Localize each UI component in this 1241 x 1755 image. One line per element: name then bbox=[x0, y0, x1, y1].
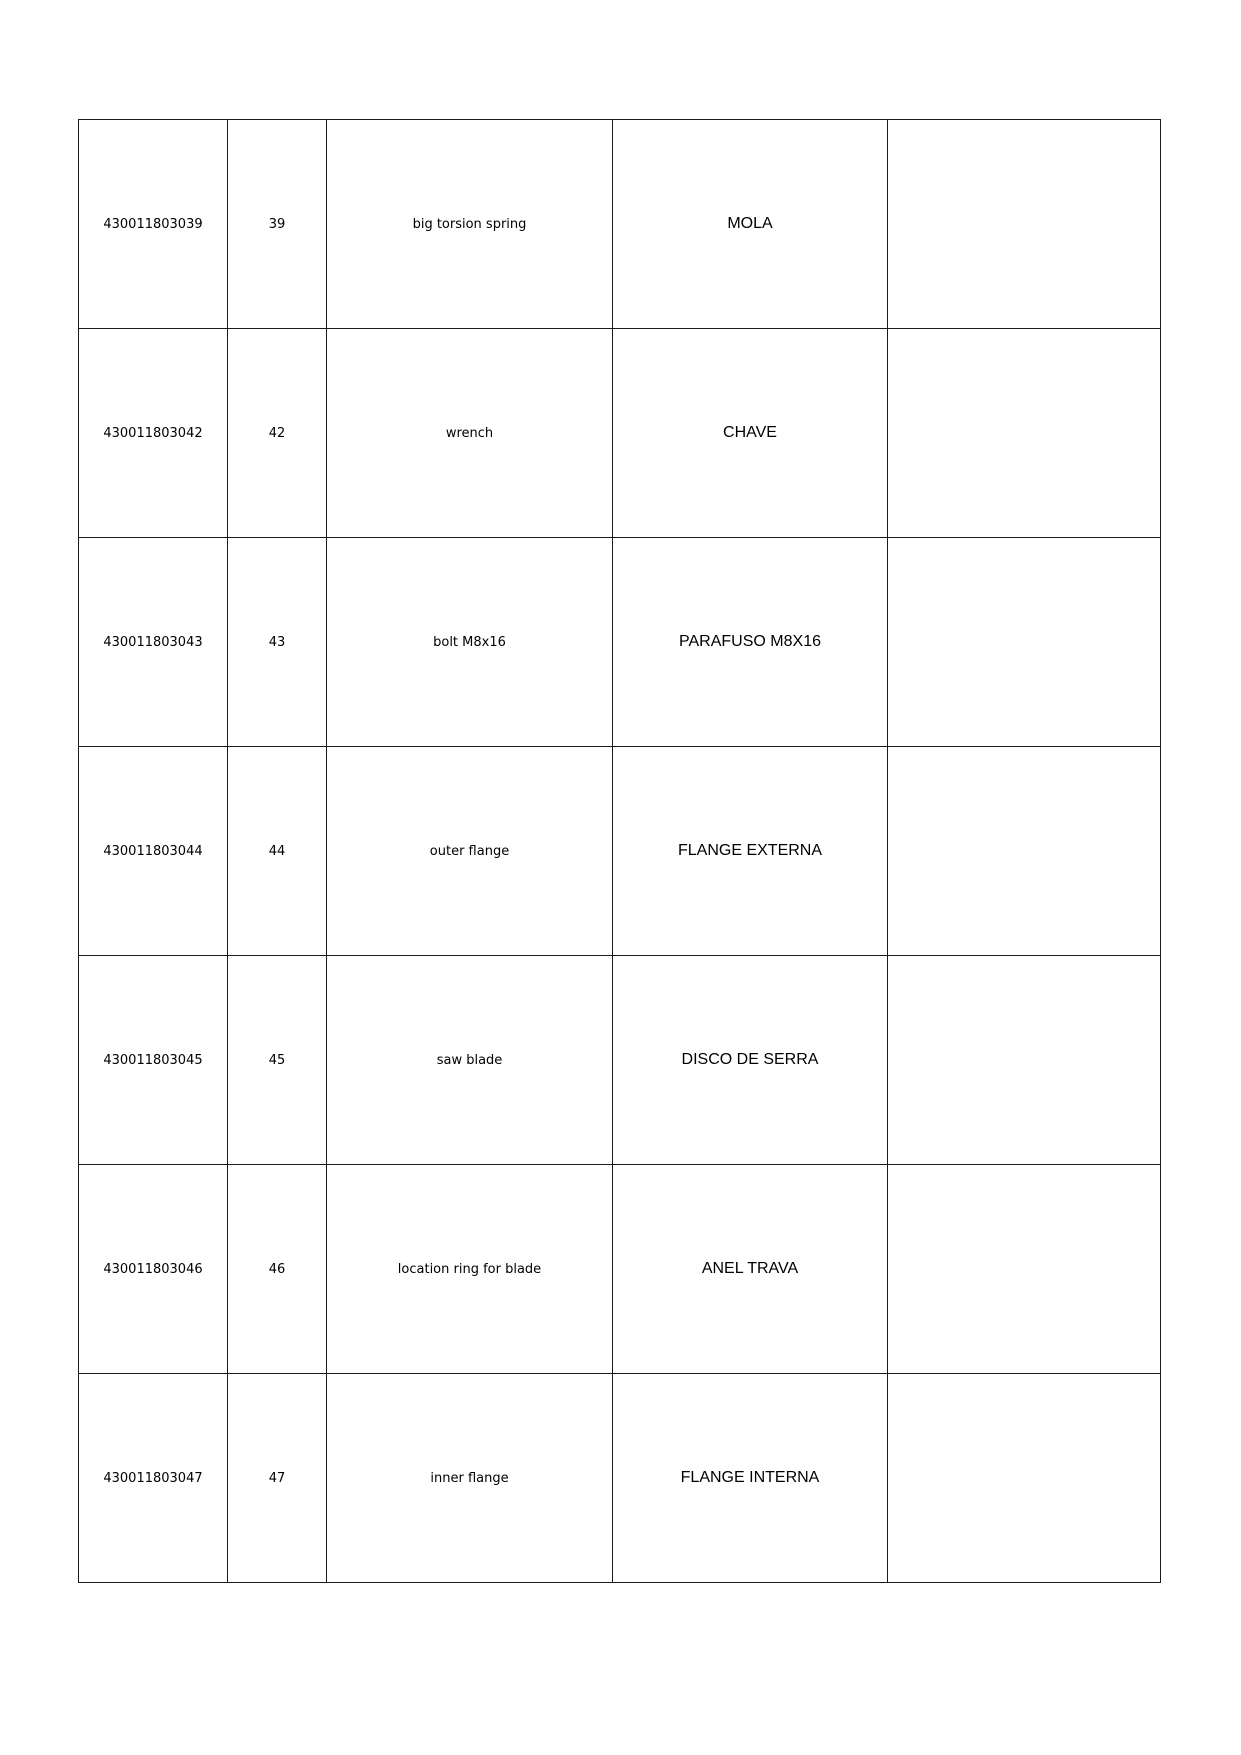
table-row bbox=[79, 1374, 1161, 1583]
item-number-cell: 47 bbox=[228, 1374, 327, 1583]
item-number-cell: 42 bbox=[228, 329, 327, 538]
item-number-cell: 44 bbox=[228, 747, 327, 956]
portuguese-description-cell: FLANGE INTERNA bbox=[613, 1374, 888, 1583]
parts-table bbox=[78, 119, 1161, 1583]
english-description-cell: inner flange bbox=[327, 1374, 613, 1583]
table-row bbox=[79, 956, 1161, 1165]
table-row bbox=[79, 538, 1161, 747]
english-description-cell: wrench bbox=[327, 329, 613, 538]
english-description-cell: location ring for blade bbox=[327, 1165, 613, 1374]
notes-cell bbox=[888, 1374, 1161, 1583]
item-number-cell: 45 bbox=[228, 956, 327, 1165]
portuguese-description-cell: FLANGE EXTERNA bbox=[613, 747, 888, 956]
item-number-cell: 39 bbox=[228, 120, 327, 329]
portuguese-description-cell: CHAVE bbox=[613, 329, 888, 538]
portuguese-description-cell: DISCO DE SERRA bbox=[613, 956, 888, 1165]
part-code-cell: 430011803047 bbox=[79, 1374, 228, 1583]
portuguese-description-cell: ANEL TRAVA bbox=[613, 1165, 888, 1374]
english-description-cell: saw blade bbox=[327, 956, 613, 1165]
notes-cell bbox=[888, 329, 1161, 538]
item-number-cell: 46 bbox=[228, 1165, 327, 1374]
notes-cell bbox=[888, 1165, 1161, 1374]
english-description-cell: big torsion spring bbox=[327, 120, 613, 329]
portuguese-description-cell: MOLA bbox=[613, 120, 888, 329]
english-description-cell: outer flange bbox=[327, 747, 613, 956]
part-code-cell: 430011803042 bbox=[79, 329, 228, 538]
notes-cell bbox=[888, 747, 1161, 956]
table-row bbox=[79, 747, 1161, 956]
notes-cell bbox=[888, 956, 1161, 1165]
part-code-cell: 430011803044 bbox=[79, 747, 228, 956]
part-code-cell: 430011803045 bbox=[79, 956, 228, 1165]
table-row bbox=[79, 329, 1161, 538]
english-description-cell: bolt M8x16 bbox=[327, 538, 613, 747]
portuguese-description-cell: PARAFUSO M8X16 bbox=[613, 538, 888, 747]
notes-cell bbox=[888, 538, 1161, 747]
part-code-cell: 430011803039 bbox=[79, 120, 228, 329]
part-code-cell: 430011803046 bbox=[79, 1165, 228, 1374]
table-row bbox=[79, 120, 1161, 329]
item-number-cell: 43 bbox=[228, 538, 327, 747]
table-row bbox=[79, 1165, 1161, 1374]
part-code-cell: 430011803043 bbox=[79, 538, 228, 747]
notes-cell bbox=[888, 120, 1161, 329]
